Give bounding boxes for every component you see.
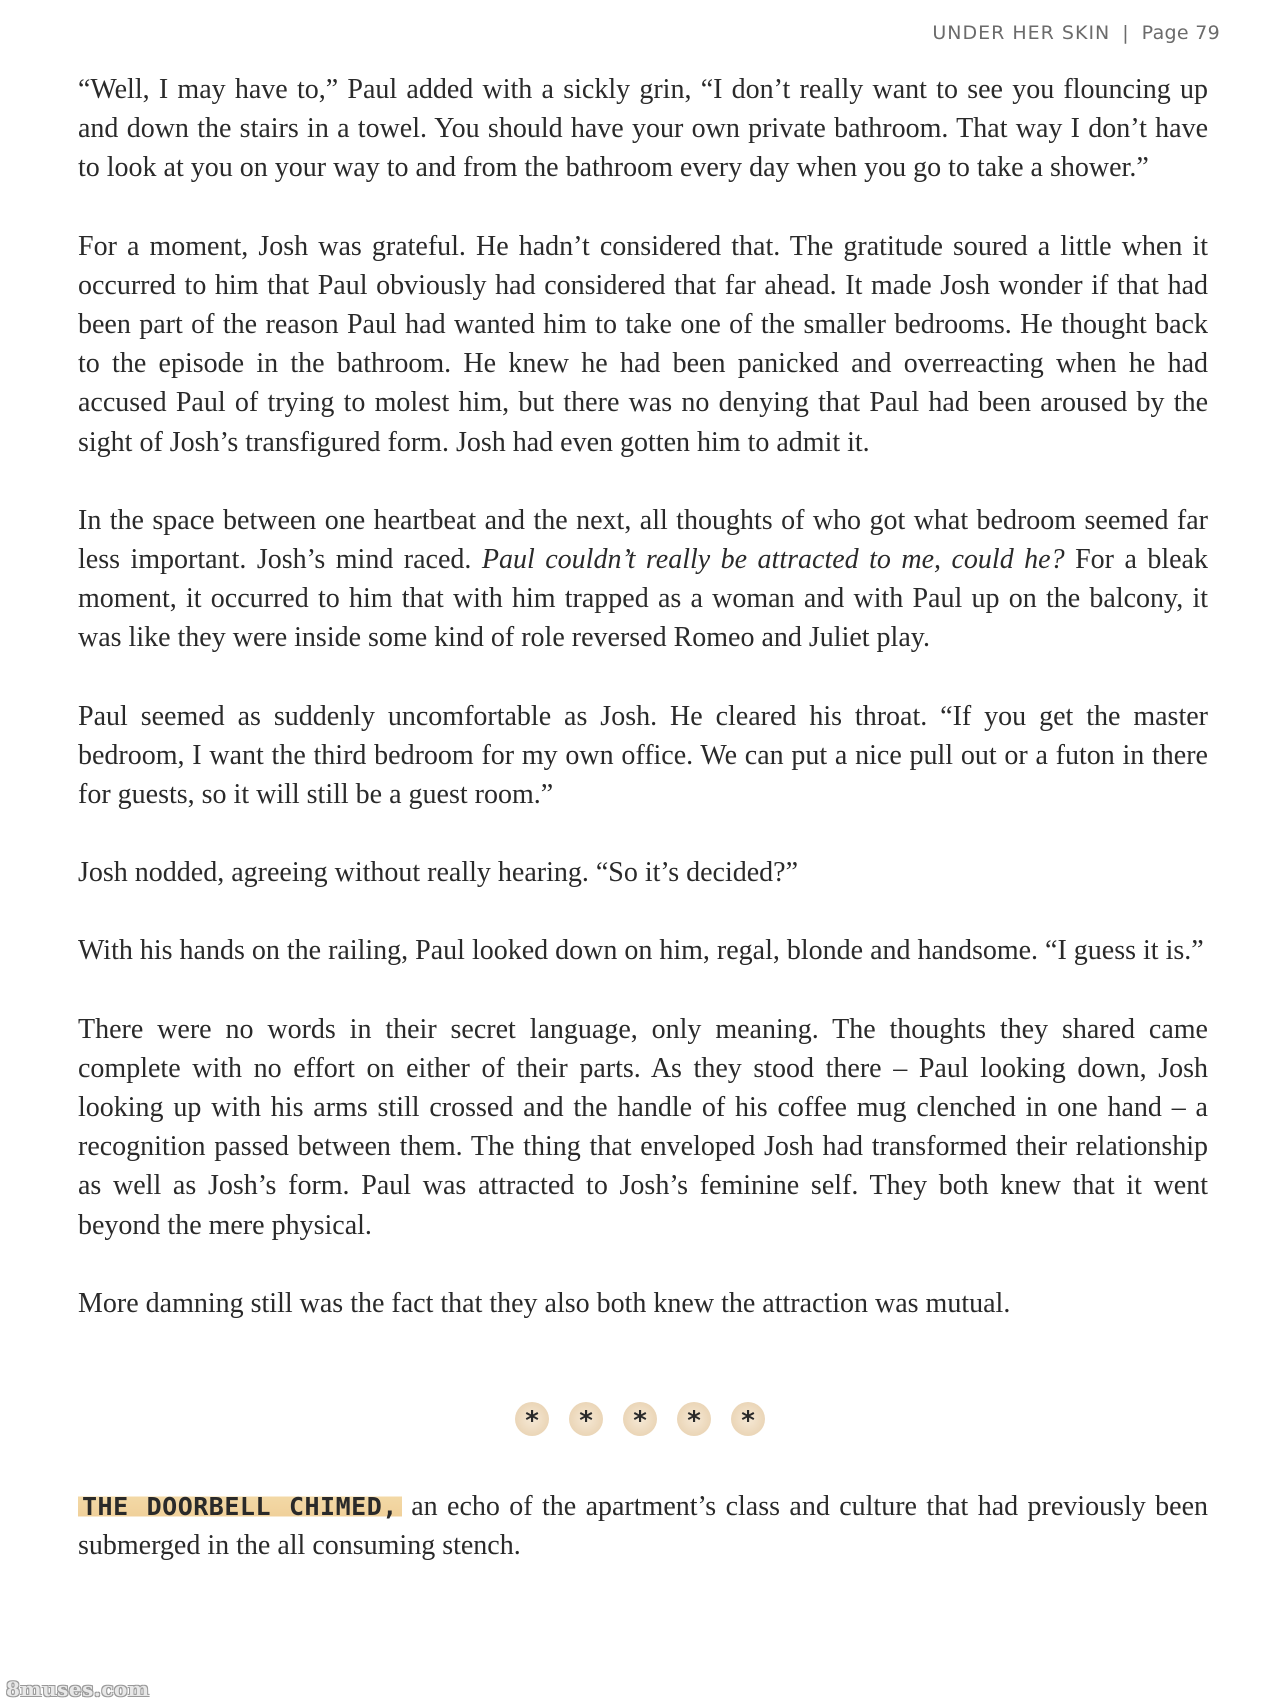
highlighted-lead-in: THE DOORBELL CHIMED, (78, 1492, 402, 1521)
asterisk-icon: * (623, 1402, 657, 1436)
paragraph: Paul seemed as suddenly uncomfortable as Josh. He cleared his throat. “If you get the master bedroom, I want the third bedroom for my own office. We can put a nice pull out or a futon in there for guests, so it will still be a guest room.” (78, 700, 1208, 811)
paragraph: With his hands on the railing, Paul looked down on him, regal, blonde and handsome. “I guess it is.” (78, 935, 1204, 967)
asterisk-icon: * (731, 1402, 765, 1436)
paragraph-text: In the space between one heartbeat and the next, all thoughts of who got what bedroom seemed far less important. Josh’s mind raced. (78, 504, 1208, 576)
page-number: Page 79 (1141, 22, 1220, 44)
paragraph: “Well, I may have to,” Paul added with a sickly grin, “I don’t really want to see you flouncing up and down the stairs in a towel. You should have your own private bathroom. That way I don’t have to look at you on your way to and from the bathroom every day when you go to take a shower.” (78, 74, 1208, 184)
asterisk-icon: * (677, 1402, 711, 1436)
site-watermark: 8muses.com (6, 1677, 150, 1701)
paragraph: There were no words in their secret language, only meaning. The thoughts they shared came complete with no effort on either of their parts. As they stood there – Paul looking down, Josh looking up with his arms still crossed and the handle of his coffee mug clenched in one hand – a recognition passed between them. The thing that enveloped Josh had transformed their relationship as well as Josh’s form. Paul was attracted to Josh’s feminine self. They both knew that it went beyond the mere physical. (78, 1013, 1208, 1241)
paragraph (78, 501, 1208, 658)
paragraph-text: an echo of the apartment’s class and culture that had previously been submerged in the all consuming stench. (78, 1491, 1208, 1562)
asterisk-icon: * (515, 1402, 549, 1436)
running-header (932, 22, 1220, 44)
header-separator: | (1122, 22, 1130, 44)
paragraph: For a moment, Josh was grateful. He hadn’t considered that. The gratitude soured a little when it occurred to him that Paul obviously had considered that far ahead. It made Josh wonder if that had been part of the reason Paul had wanted him to take one of the smaller bedrooms. He thought back to the episode in the bathroom. He knew he had been panicked and overreacting when he had accused Paul of trying to molest him, but there was no denying that Paul had been aroused by the sight of Josh’s transfigured form. Josh had even gotten him to admit it. (78, 230, 1208, 458)
paragraph: Josh nodded, agreeing without really hearing. “So it’s decided?” (78, 857, 799, 889)
body-text (78, 70, 1208, 1323)
scene-break (0, 1402, 1280, 1436)
asterisk-icon: * (569, 1402, 603, 1436)
inner-thought: Paul couldn’t really be attracted to me, could he? (481, 544, 1065, 576)
paragraph: More damning still was the fact that they also both knew the attraction was mutual. (78, 1287, 1011, 1319)
opening-paragraph (78, 1487, 1208, 1565)
paragraph-text: For a bleak moment, it occurred to him that with him trapped as a woman and with Paul up on the balcony, it was like they were inside some kind of role reversed Romeo and Juliet play. (78, 544, 1208, 654)
book-title: UNDER HER SKIN (932, 22, 1111, 44)
